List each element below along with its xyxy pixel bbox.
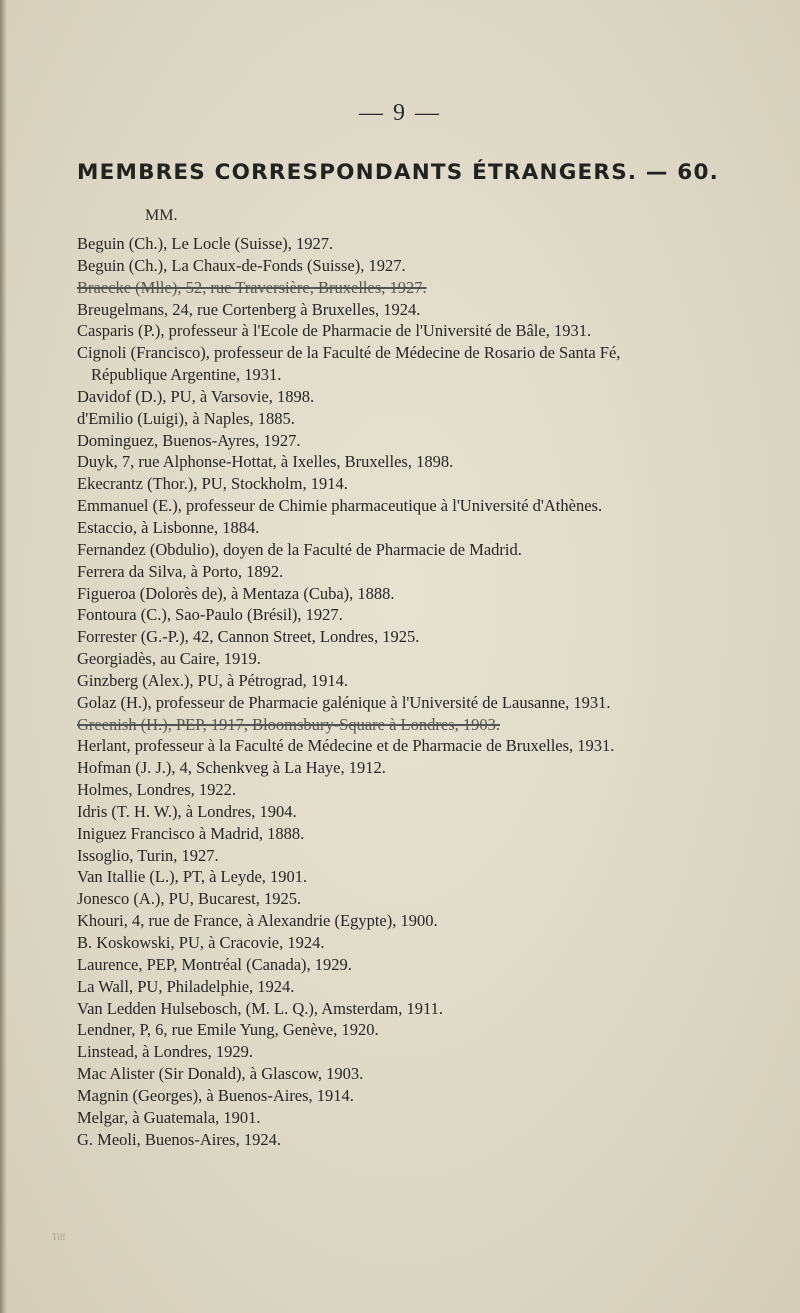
- member-entry: Casparis (P.), professeur à l'Ecole de Pharmacie de l'Université de Bâle, 1931.: [77, 321, 592, 341]
- salutation: MM.: [145, 207, 178, 224]
- member-entry: Beguin (Ch.), Le Locle (Suisse), 1927.: [77, 234, 334, 253]
- member-entry: Issoglio, Turin, 1927.: [77, 845, 219, 865]
- member-entry: La Wall, PU, Philadelphie, 1924.: [77, 976, 295, 996]
- member-list: [77, 233, 697, 1150]
- member-entry: Georgiadès, au Caire, 1919.: [77, 649, 261, 669]
- page-number: — 9 —: [359, 100, 441, 126]
- member-entry: Fontoura (C.), Sao-Paulo (Brésil), 1927.: [77, 605, 343, 625]
- member-entry: Laurence, PEP, Montréal (Canada), 1929.: [77, 954, 352, 974]
- member-entry: B. Koskowski, PU, à Cracovie, 1924.: [77, 933, 325, 952]
- member-entry: Van Itallie (L.), PT, à Leyde, 1901.: [77, 867, 308, 887]
- member-entry: Greenish (H.), PEP, 1917, Bloomsbury-Square à Londres, 1903.: [77, 714, 500, 734]
- member-entry: Ginzberg (Alex.), PU, à Pétrograd, 1914.: [77, 670, 348, 690]
- member-entry: Ekecrantz (Thor.), PU, Stockholm, 1914.: [77, 474, 348, 494]
- member-entry: Cignoli (Francisco), professeur de la Faculté de Médecine de Rosario de Santa Fé, République Argentine, 1931.: [77, 343, 621, 385]
- member-entry: Beguin (Ch.), La Chaux-de-Fonds (Suisse), 1927.: [77, 255, 406, 275]
- member-entry: Forrester (G.-P.), 42, Cannon Street, Londres, 1925.: [77, 627, 420, 647]
- member-entry: Breugelmans, 24, rue Cortenberg à Bruxelles, 1924.: [77, 299, 421, 319]
- member-entry: Estaccio, à Lisbonne, 1884.: [77, 517, 260, 537]
- member-entry: Melgar, à Guatemala, 1901.: [77, 1107, 261, 1127]
- member-entry: Davidof (D.), PU, à Varsovie, 1898.: [77, 386, 315, 406]
- page-binding-edge: [0, 0, 7, 1313]
- member-entry: Lendner, P, 6, rue Emile Yung, Genève, 1920.: [77, 1020, 379, 1040]
- section-title: MEMBRES CORRESPONDANTS ÉTRANGERS. — 60.: [77, 160, 719, 185]
- member-entry: Duyk, 7, rue Alphonse-Hottat, à Ixelles, Bruxelles, 1898.: [77, 452, 454, 472]
- member-entry: Mac Alister (Sir Donald), à Glascow, 1903.: [77, 1064, 364, 1084]
- member-entry: Fernandez (Obdulio), doyen de la Faculté de Pharmacie de Madrid.: [77, 539, 522, 559]
- member-entry: Khouri, 4, rue de France, à Alexandrie (Egypte), 1900.: [77, 911, 438, 931]
- member-entry: Braecke (Mlle), 52, rue Traversière, Bruxelles, 1927.: [77, 277, 427, 297]
- member-entry: Jonesco (A.), PU, Bucarest, 1925.: [77, 889, 302, 909]
- member-entry: Emmanuel (E.), professeur de Chimie pharmaceutique à l'Université d'Athènes.: [77, 496, 603, 516]
- member-entry: Idris (T. H. W.), à Londres, 1904.: [77, 801, 297, 821]
- member-entry: Ferrera da Silva, à Porto, 1892.: [77, 561, 284, 581]
- margin-mark: Tiff: [52, 1232, 66, 1242]
- member-entry: Herlant, professeur à la Faculté de Médecine et de Pharmacie de Bruxelles, 1931.: [77, 736, 615, 756]
- member-entry: Golaz (H.), professeur de Pharmacie galénique à l'Université de Lausanne, 1931.: [77, 692, 611, 712]
- member-entry: Linstead, à Londres, 1929.: [77, 1042, 253, 1062]
- member-entry: Magnin (Georges), à Buenos-Aires, 1914.: [77, 1085, 354, 1105]
- member-entry: d'Emilio (Luigi), à Naples, 1885.: [77, 408, 295, 428]
- member-entry: Van Ledden Hulsebosch, (M. L. Q.), Amsterdam, 1911.: [77, 998, 443, 1018]
- member-entry: Holmes, Londres, 1922.: [77, 780, 237, 800]
- member-entry: G. Meoli, Buenos-Aires, 1924.: [77, 1129, 281, 1149]
- member-entry: Dominguez, Buenos-Ayres, 1927.: [77, 430, 301, 450]
- member-entry: Iniguez Francisco à Madrid, 1888.: [77, 823, 305, 843]
- member-entry: Hofman (J. J.), 4, Schenkveg à La Haye, 1912.: [77, 758, 386, 778]
- member-entry: Figueroa (Dolorès de), à Mentaza (Cuba), 1888.: [77, 583, 395, 603]
